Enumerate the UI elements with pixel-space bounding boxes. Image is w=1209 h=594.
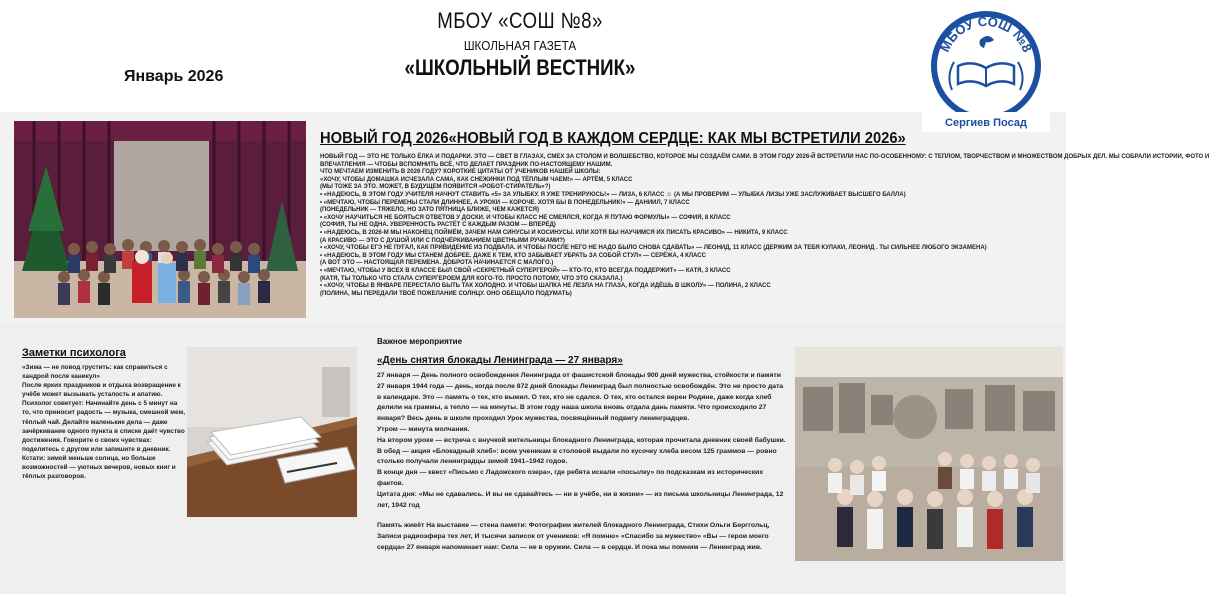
new-year-article-title: НОВЫЙ ГОД 2026«НОВЫЙ ГОД В КАЖДОМ СЕРДЦЕ: КАК МЫ ВСТРЕТИЛИ 2026» (320, 130, 906, 147)
event-label: Важное мероприятие (377, 337, 463, 346)
museum-group-photo (795, 347, 1063, 561)
issue-date: Январь 2026 (124, 68, 224, 85)
article-line: «ХОЧУ, ЧТОБЫ ДОМАШКА ИСЧЕЗАЛА САМА, КАК СНЕЖИНКИ ПОД ТЁПЛЫМ ЧАЕМ!» — АРТЁМ, 5 КЛАСС (320, 176, 633, 183)
article-line: • «ХОЧУ, ЧТОБЫ ЕГЭ НЕ ПУГАЛ, КАК ПРИВИДЕНИЕ ИЗ ПОДВАЛА. И ЧТОБЫ ПОСЛЕ НЕГО НЕ НАДО БЫЛО СНОВА СДАВАТЬ» — ЛЕОНИД, 11 КЛАСС (ДЕРЖИМ ЗА ТЕБЯ КУЛАКИ, ЛЕОНИД . ТЫ СИЛЬНЕЕ ЛЮБОГО ЭКЗАМЕНА) (320, 245, 987, 252)
article-line: • «НАДЕЮСЬ, В ЭТОМ ГОДУ МЫ СТАНЕМ ДОБРЕЕ. ДАЖЕ К ТЕМ, КТО ЗАБЫВАЕТ УБРАТЬ ЗА СОБОЙ СТУЛ» — СЕРЁЖА, 4 КЛАСС (320, 252, 706, 259)
event-paragraph: В обед — акция «Блокадный хлеб»: всем ученикам в столовой выдали по кусочку хлеба весом 125 граммов — ровно столько получали ленинградцы зимой 1941–1942 годов. (377, 447, 777, 466)
event-paragraph: На втором уроке — встреча с внучкой жительницы блокадного Ленинграда, которая прочитала дневник своей бабушки. (377, 436, 786, 444)
event-paragraph: Память живёт На выставке — стена памяти: Фотографии жителей блокадного Ленинграда, Стихи Ольги Берггольц, Записи радиоэфира тех лет, И тысячи записок от учеников: «Я помню» «Спасибо за мужество» «Вы — герои моего сердца» 27 января напоминает нам: Сила — не в оружии. Сила — в сердце. И пока мы помним — Ленинград жив. (377, 522, 770, 551)
article-line: (ПОНЕДЕЛЬНИК — ТЯЖЕЛО, НО ЗАТО ПЯТНИЦА БЛИЖЕ, ЧЕМ КАЖЕТСЯ) (320, 207, 539, 214)
article-line: • «НАДЕЮСЬ, В ЭТОМ ГОДУ УЧИТЕЛЯ НАЧНУТ СТАВИТЬ «5» ЗА УЛЫБКУ. Я УЖЕ ТРЕНИРУЮСЬ!» — ЛИЗА, 6 КЛАСС ☺ (А МЫ ПРОВЕРИМ — УЛЫБКА ЛИЗЫ УЖЕ ЗАСЛУЖИВАЕТ ВЫСШЕГО БАЛЛА) (320, 191, 906, 198)
event-paragraph: 27 января — День полного освобождения Ленинграда от фашистской блокады 900 дней мужества, стойкости и памяти 27 января 1944 года — день, когда после 872 дней блокады Ленинград был полностью освобождён. Это не просто дата в календаре. Это — память о тех, кто выжил. О тех, кто не сдался. О тех, кто остался верен Родине, даже когда хлеб делили на граммы, а тепло — на минуты. В этом году наша школа вновь отдала дань памяти. Что происходило 27 января? Весь день в школе проходил Урок мужества, посвящённый подвигу ленинградцев. (377, 372, 784, 423)
article-line: (МЫ ТОЖЕ ЗА ЭТО. МОЖЕТ, В БУДУЩЕМ ПОЯВИТСЯ «РОБОТ-СТИРАТЕЛЬ»?) (320, 184, 551, 191)
logo-top-text: МБОУ СОШ №8 (937, 13, 1036, 55)
article-line: (А КРАСИВО — ЭТО С ДУШОЙ ИЛИ С ПОДЧЁРКИВАНИЕМ ЦВЕТНЫМИ РУЧКАМИ?) (320, 237, 565, 244)
article-line: • «НАДЕЮСЬ, В 2026-М МЫ НАКОНЕЦ ПОЙМЁМ, ЗАЧЕМ НАМ СИНУСЫ И КОСИНУСЫ. ИЛИ ХОТЯ БЫ НАУЧИМСЯ ИХ ПИСАТЬ КРАСИВО» — НИКИТА, 9 КЛАСС (320, 229, 788, 236)
new-year-article-body (320, 154, 1209, 298)
article-line: НОВЫЙ ГОД — ЭТО НЕ ТОЛЬКО ЁЛКА И ПОДАРКИ. ЭТО — СВЕТ В ГЛАЗАХ, СМЕХ ЗА СТОЛОМ И ВОЛШЕБСТВО, КОТОРОЕ МЫ СОЗДАЁМ САМИ. В ЭТОМ ГОДУ 2026-Й ВСТРЕТИЛИ НАС ПО-ОСОБЕННОМУ: С ТЕПЛОМ, ТВОРЧЕСТВОМ И МНОЖЕСТВОМ ДОБРЫХ ДЕЛ. МЫ СОБРАЛИ ИСТОРИИ, ФОТО И (320, 154, 1209, 160)
desk-notebooks-photo (187, 347, 357, 517)
event-paragraph: Утром — минута молчания. (377, 425, 470, 433)
psychologist-body (22, 363, 186, 481)
article-line: (ПОЛИНА, МЫ ПЕРЕДАЛИ ТВОЁ ПОЖЕЛАНИЕ СОЛНЦУ. ОНО ОБЕЩАЛО ПОДУМАТЬ) (320, 290, 572, 297)
psychologist-paragraph: После ярких праздников и отдыха возвращение к учёбе может вызывать усталость и апатию. Психолог советует: Начинайте день с 5 минут на то, что приносит радость — музыка, смешной мем, тёплый чай. Делайте маленькие дела — даже зачёркивание одного пункта в списке даёт чувство достижения. Говорите о своих чувствах: поделитесь с другом или запишите в дневник. Кстати: зимой меньше солнца, но больше возможностей — уютных вечеров, новых книг и тёплых разговоров. (22, 382, 185, 481)
event-title: «День снятия блокады Ленинграда — 27 января» (377, 355, 623, 366)
article-line: • «МЕЧТАЮ, ЧТОБЫ У ВСЕХ В КЛАССЕ БЫЛ СВОЙ «СЕКРЕТНЫЙ СУПЕРГЕРОЙ» — КТО-ТО, КТО ВСЕГДА ПОДДЕРЖИТ» — КАТЯ, 3 КЛАСС (320, 267, 731, 274)
school-name: МБОУ «СОШ №8» (437, 8, 603, 33)
event-paragraph: Цитата дня: «Мы не сдавались. И вы не сдавайтесь — ни в учёбе, ни в жизни» — из письма школьницы Ленинграда, 12 лет, 1942 год (377, 490, 784, 509)
psychologist-paragraph: «Зима — не повод грустить: как справиться с хандрой после каникул» (22, 364, 168, 381)
newspaper-title: «ШКОЛЬНЫЙ ВЕСТНИК» (404, 55, 636, 80)
logo-city-text: Сергиев Посад (945, 117, 1027, 129)
article-line: • «ХОЧУ НАУЧИТЬСЯ НЕ БОЯТЬСЯ ОТВЕТОВ У ДОСКИ. И ЧТОБЫ КЛАСС НЕ СМЕЯЛСЯ, КОГДА Я ПУТАЮ ФОРМУЛЫ» — СОФИЯ, 8 КЛАСС (320, 214, 731, 221)
article-line: • «ХОЧУ, ЧТОБЫ В ЯНВАРЕ ПЕРЕСТАЛО БЫТЬ ТАК ХОЛОДНО. И ЧТОБЫ ШАПКА НЕ ЛЕЗЛА НА ГЛАЗА, КОГДА ИДЁШЬ В ШКОЛУ» — ПОЛИНА, 2 КЛАСС (320, 283, 771, 290)
article-line: (СОФИЯ, ТЫ НЕ ОДНА. УВЕРЕННОСТЬ РАСТЁТ С КАЖДЫМ РАЗОМ — ВПЕРЁД) (320, 222, 556, 229)
psychologist-title: Заметки психолога (22, 347, 126, 359)
article-line: • «МЕЧТАЮ, ЧТОБЫ ПЕРЕМЕНЫ СТАЛИ ДЛИННЕЕ, А УРОКИ — КОРОЧЕ. ХОТЯ БЫ В ПОНЕДЕЛЬНИК!» — ДАНИИЛ, 7 КЛАСС (320, 199, 690, 206)
new-year-group-photo (14, 121, 306, 318)
event-paragraph (377, 511, 787, 521)
article-line: ЧТО МЕЧТАЕМ ИЗМЕНИТЬ В 2026 ГОДУ? КОРОТКИЕ ЦИТАТЫ ОТ УЧЕНИКОВ НАШЕЙ ШКОЛЫ: (320, 169, 601, 176)
school-logo (922, 10, 1050, 132)
article-line: (А ВОТ ЭТО — НАСТОЯЩАЯ ПЕРЕМЕНА. ДОБРОТА НАЧИНАЕТСЯ С МАЛОГО.) (320, 260, 554, 267)
event-body (377, 371, 787, 554)
article-line: ВПЕЧАТЛЕНИЯ — ЧТОБЫ ВСПОМНИТЬ ВСЁ, ЧТО ДЕЛАЕТ ПРАЗДНИК ПО-НАСТОЯЩЕМУ НАШИМ. (320, 161, 613, 168)
event-paragraph: В конце дня — квест «Письмо с Ладожского озера», где ребята искали «посылку» по подсказкам из исторических фактов. (377, 469, 764, 487)
article-line: (КАТЯ, ТЫ ТОЛЬКО ЧТО СТАЛА СУПЕРГЕРОЕМ ДЛЯ КОГО-ТО. ПРОСТО ПОТОМУ, ЧТО ЭТО СКАЗАЛА.) (320, 275, 623, 282)
gazette-label: ШКОЛЬНАЯ ГАЗЕТА (463, 38, 577, 53)
